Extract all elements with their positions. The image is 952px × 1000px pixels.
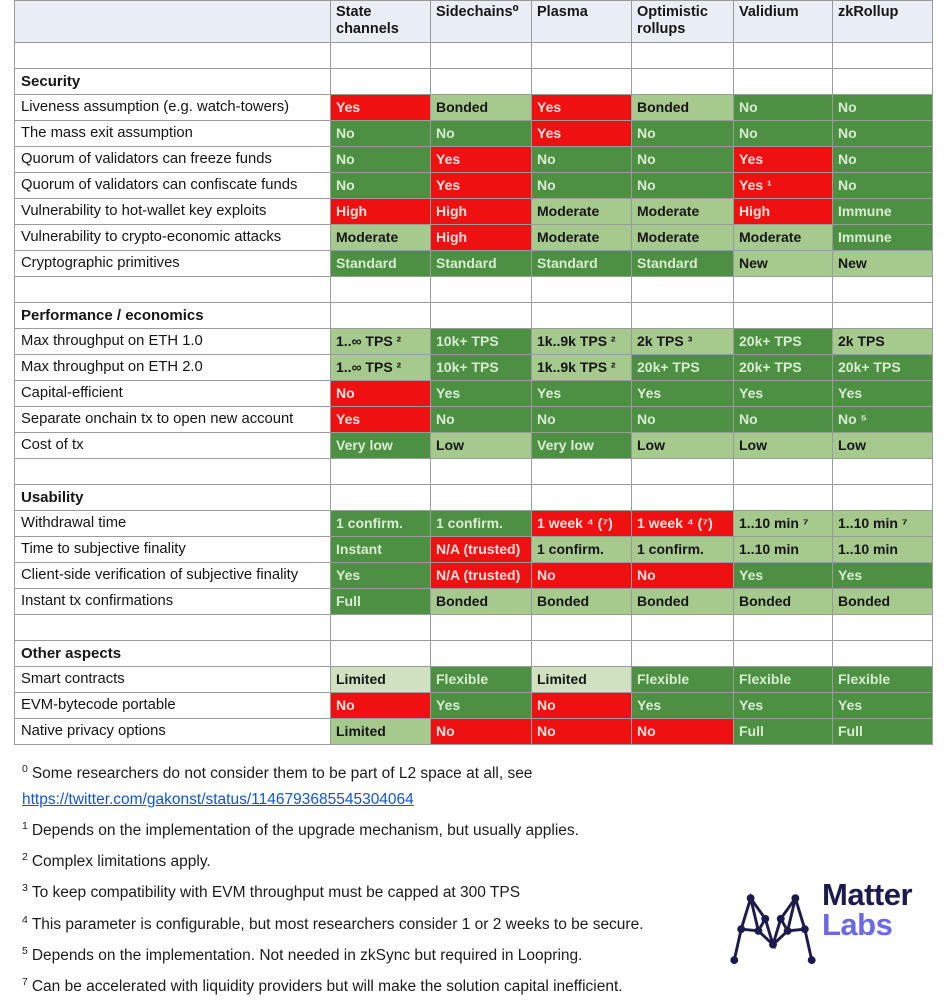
table-row	[15, 95, 933, 121]
value-cell[interactable]: Full	[833, 719, 933, 745]
value-cell[interactable]: High	[431, 225, 532, 251]
value-cell[interactable]: 20k+ TPS	[734, 355, 833, 381]
section-empty-cell[interactable]	[331, 641, 431, 667]
value-cell[interactable]: No	[532, 147, 632, 173]
footnote-item: $^7$ Can be accelerated with liquidity providers but will make the solution capital inefficient.	[22, 975, 623, 996]
value-cell[interactable]: No	[532, 173, 632, 199]
spacer-cell[interactable]	[734, 43, 833, 69]
value-cell[interactable]: Immune	[833, 225, 933, 251]
spacer-cell[interactable]	[734, 277, 833, 303]
table-row	[15, 563, 933, 589]
value-cell[interactable]: 1 confirm.	[331, 511, 431, 537]
footnote-link[interactable]: https://twitter.com/gakonst/status/1146793685545304064	[22, 791, 414, 809]
row-label[interactable]: Vulnerability to crypto-economic attacks	[15, 225, 331, 251]
row-label[interactable]: Native privacy options	[15, 719, 331, 745]
spacer-cell[interactable]	[734, 615, 833, 641]
value-cell[interactable]: 20k+ TPS	[734, 329, 833, 355]
value-cell[interactable]: Moderate	[331, 225, 431, 251]
column-header-6[interactable]: zkRollup	[833, 1, 933, 43]
value-cell[interactable]: Yes	[833, 563, 933, 589]
row-label[interactable]: EVM-bytecode portable	[15, 693, 331, 719]
value-cell[interactable]: No	[632, 719, 734, 745]
footnote-item: $^4$ This parameter is configurable, but most researchers consider 1 or 2 weeks to be secure.	[22, 913, 644, 933]
footnote-item: $^3$ To keep compatibility with EVM throughput must be capped at 300 TPS	[22, 882, 521, 902]
value-cell[interactable]: No	[532, 407, 632, 433]
value-cell[interactable]: Yes	[431, 381, 532, 407]
value-cell[interactable]: Yes	[833, 693, 933, 719]
value-cell[interactable]: Standard	[431, 251, 532, 277]
value-cell[interactable]: 2k TPS ³	[632, 329, 734, 355]
section-empty-cell[interactable]	[532, 641, 632, 667]
row-label[interactable]: Cost of tx	[15, 433, 331, 459]
value-cell[interactable]: N/A (trusted)	[431, 537, 532, 563]
value-cell[interactable]: No	[532, 693, 632, 719]
row-label[interactable]: Instant tx confirmations	[15, 589, 331, 615]
value-cell[interactable]: Yes	[734, 381, 833, 407]
table-row	[15, 511, 933, 537]
value-cell[interactable]: No	[734, 121, 833, 147]
value-cell[interactable]: Yes	[833, 381, 933, 407]
row-label[interactable]: Liveness assumption (e.g. watch-towers)	[15, 95, 331, 121]
comparison-table	[14, 0, 933, 745]
value-cell[interactable]: Moderate	[532, 199, 632, 225]
section-title[interactable]: Other aspects	[15, 641, 331, 667]
section-empty-cell[interactable]	[532, 485, 632, 511]
spacer-cell[interactable]	[532, 43, 632, 69]
spacer-cell[interactable]	[833, 277, 933, 303]
value-cell[interactable]: No ⁵	[833, 407, 933, 433]
value-cell[interactable]: 1k..9k TPS ²	[532, 329, 632, 355]
value-cell[interactable]: No	[833, 95, 933, 121]
header-row	[15, 1, 933, 43]
corner-header-cell[interactable]	[15, 1, 331, 43]
row-label[interactable]: Quorum of validators can freeze funds	[15, 147, 331, 173]
footnote-marker: 4	[22, 913, 28, 926]
value-cell[interactable]: No	[632, 563, 734, 589]
spacer-cell[interactable]	[431, 459, 532, 485]
value-cell[interactable]: New	[734, 251, 833, 277]
section-empty-cell[interactable]	[632, 69, 734, 95]
value-cell[interactable]: Flexible	[833, 667, 933, 693]
logo-wordmark-matter: Matter	[822, 877, 913, 912]
footnote-marker: 2	[22, 851, 28, 864]
value-cell[interactable]: No	[632, 407, 734, 433]
footnote-marker: 1	[22, 820, 28, 833]
spacer-cell[interactable]	[833, 43, 933, 69]
section-empty-cell[interactable]	[734, 641, 833, 667]
value-cell[interactable]: 2k TPS	[833, 329, 933, 355]
value-cell[interactable]: No	[632, 121, 734, 147]
spacer-row	[15, 277, 933, 303]
value-cell[interactable]: Moderate	[532, 225, 632, 251]
section-title-row	[15, 485, 933, 511]
spacer-row	[15, 43, 933, 69]
section-empty-cell[interactable]	[331, 303, 431, 329]
footnote-marker: 3	[22, 882, 28, 895]
value-cell[interactable]: No	[833, 147, 933, 173]
value-cell[interactable]: Yes	[734, 147, 833, 173]
value-cell[interactable]: Standard	[532, 251, 632, 277]
row-label[interactable]: Smart contracts	[15, 667, 331, 693]
value-cell[interactable]: Full	[734, 719, 833, 745]
value-cell[interactable]: Bonded	[632, 589, 734, 615]
section-empty-cell[interactable]	[431, 485, 532, 511]
spacer-cell[interactable]	[632, 277, 734, 303]
value-cell[interactable]: 1..10 min	[734, 537, 833, 563]
value-cell[interactable]: 1..10 min	[833, 537, 933, 563]
column-header-3[interactable]: Plasma	[532, 1, 632, 43]
section-empty-cell[interactable]	[431, 69, 532, 95]
value-cell[interactable]: 1 week ⁴ (⁷)	[632, 511, 734, 537]
table-row	[15, 433, 933, 459]
value-cell[interactable]: No	[833, 121, 933, 147]
value-cell[interactable]: Yes	[331, 95, 431, 121]
value-cell[interactable]: 20k+ TPS	[632, 355, 734, 381]
row-label[interactable]: Time to subjective finality	[15, 537, 331, 563]
value-cell[interactable]: Bonded	[431, 95, 532, 121]
row-label[interactable]: The mass exit assumption	[15, 121, 331, 147]
section-title[interactable]: Performance / economics	[15, 303, 331, 329]
value-cell[interactable]: No	[734, 407, 833, 433]
value-cell[interactable]: Very low	[331, 433, 431, 459]
section-empty-cell[interactable]	[331, 69, 431, 95]
spacer-cell[interactable]	[833, 459, 933, 485]
value-cell[interactable]: Bonded	[431, 589, 532, 615]
value-cell[interactable]: Yes ¹	[734, 173, 833, 199]
spacer-cell[interactable]	[15, 615, 331, 641]
table-row	[15, 121, 933, 147]
section-title-row	[15, 303, 933, 329]
spacer-cell[interactable]	[15, 277, 331, 303]
spacer-cell[interactable]	[632, 459, 734, 485]
table-row	[15, 537, 933, 563]
value-cell[interactable]: Bonded	[632, 95, 734, 121]
value-cell[interactable]: Yes	[734, 563, 833, 589]
section-empty-cell[interactable]	[833, 485, 933, 511]
table-row	[15, 199, 933, 225]
section-title-row	[15, 69, 933, 95]
value-cell[interactable]: Yes	[431, 693, 532, 719]
value-cell[interactable]: 1..∞ TPS ²	[331, 329, 431, 355]
value-cell[interactable]: Flexible	[734, 667, 833, 693]
spacer-cell[interactable]	[431, 615, 532, 641]
column-header-1[interactable]: State channels	[331, 1, 431, 43]
value-cell[interactable]: 1 confirm.	[532, 537, 632, 563]
row-label[interactable]: Client-side verification of subjective finality	[15, 563, 331, 589]
value-cell[interactable]: No	[632, 147, 734, 173]
value-cell[interactable]: High	[431, 199, 532, 225]
spacer-cell[interactable]	[532, 459, 632, 485]
footnote-marker: 7	[22, 975, 28, 988]
value-cell[interactable]: No	[532, 719, 632, 745]
column-header-4[interactable]: Optimistic rollups	[632, 1, 734, 43]
spacer-cell[interactable]	[632, 615, 734, 641]
footnote-marker: 5	[22, 944, 28, 957]
value-cell[interactable]: Immune	[833, 199, 933, 225]
row-label[interactable]: Quorum of validators can confiscate funds	[15, 173, 331, 199]
section-title-row	[15, 641, 933, 667]
spacer-cell[interactable]	[431, 277, 532, 303]
section-empty-cell[interactable]	[331, 485, 431, 511]
spacer-row	[15, 459, 933, 485]
value-cell[interactable]: Bonded	[734, 589, 833, 615]
section-empty-cell[interactable]	[632, 485, 734, 511]
spacer-cell[interactable]	[331, 277, 431, 303]
logo-wordmark-labs: Labs	[822, 907, 893, 942]
spacer-cell[interactable]	[532, 615, 632, 641]
value-cell[interactable]: Yes	[734, 693, 833, 719]
table-row	[15, 719, 933, 745]
spacer-cell[interactable]	[331, 615, 431, 641]
value-cell[interactable]: 1k..9k TPS ²	[532, 355, 632, 381]
spacer-cell[interactable]	[532, 277, 632, 303]
footnote-item: $^0$ Some researchers do not consider them to be part of L2 space at all, see https://twitter.com/gakonst/status/1146793685545304064	[22, 763, 533, 809]
value-cell[interactable]: Yes	[532, 95, 632, 121]
value-cell[interactable]: 1..10 min ⁷	[833, 511, 933, 537]
section-empty-cell[interactable]	[833, 69, 933, 95]
table-row	[15, 251, 933, 277]
value-cell[interactable]: No	[431, 407, 532, 433]
row-label[interactable]: Capital-efficient	[15, 381, 331, 407]
section-empty-cell[interactable]	[833, 641, 933, 667]
value-cell[interactable]: 1..∞ TPS ²	[331, 355, 431, 381]
value-cell[interactable]: New	[833, 251, 933, 277]
spacer-cell[interactable]	[331, 43, 431, 69]
value-cell[interactable]: High	[331, 199, 431, 225]
section-empty-cell[interactable]	[532, 69, 632, 95]
value-cell[interactable]: No	[431, 121, 532, 147]
value-cell[interactable]: Yes	[632, 381, 734, 407]
footnote-item: $^2$ Complex limitations apply.	[22, 851, 211, 871]
value-cell[interactable]: Very low	[532, 433, 632, 459]
value-cell[interactable]: Flexible	[632, 667, 734, 693]
value-cell[interactable]: Low	[734, 433, 833, 459]
value-cell[interactable]: Yes	[331, 407, 431, 433]
row-label[interactable]: Vulnerability to hot-wallet key exploits	[15, 199, 331, 225]
value-cell[interactable]: Standard	[632, 251, 734, 277]
section-empty-cell[interactable]	[833, 303, 933, 329]
section-empty-cell[interactable]	[532, 303, 632, 329]
value-cell[interactable]: 1 confirm.	[632, 537, 734, 563]
value-cell[interactable]: 10k+ TPS	[431, 329, 532, 355]
value-cell[interactable]: No	[833, 173, 933, 199]
value-cell[interactable]: Full	[331, 589, 431, 615]
section-empty-cell[interactable]	[734, 69, 833, 95]
value-cell[interactable]: Low	[833, 433, 933, 459]
value-cell[interactable]: 1..10 min ⁷	[734, 511, 833, 537]
table-row	[15, 407, 933, 433]
matter-labs-logo	[730, 877, 913, 968]
spacer-cell[interactable]	[15, 43, 331, 69]
footnote-item: $^1$ Depends on the implementation of the upgrade mechanism, but usually applies.	[22, 820, 579, 840]
value-cell[interactable]: No	[431, 719, 532, 745]
value-cell[interactable]: Yes	[331, 563, 431, 589]
value-cell[interactable]: 10k+ TPS	[431, 355, 532, 381]
section-title[interactable]: Security	[15, 69, 331, 95]
value-cell[interactable]: N/A (trusted)	[431, 563, 532, 589]
value-cell[interactable]: 1 confirm.	[431, 511, 532, 537]
value-cell[interactable]: High	[734, 199, 833, 225]
value-cell[interactable]: Moderate	[734, 225, 833, 251]
value-cell[interactable]: Yes	[431, 147, 532, 173]
spacer-cell[interactable]	[431, 43, 532, 69]
value-cell[interactable]: 20k+ TPS	[833, 355, 933, 381]
table-row	[15, 147, 933, 173]
value-cell[interactable]: Moderate	[632, 199, 734, 225]
table-row	[15, 381, 933, 407]
row-label[interactable]: Max throughput on ETH 2.0	[15, 355, 331, 381]
value-cell[interactable]: Low	[431, 433, 532, 459]
value-cell[interactable]: No	[331, 693, 431, 719]
section-empty-cell[interactable]	[431, 303, 532, 329]
value-cell[interactable]: Limited	[331, 667, 431, 693]
spacer-cell[interactable]	[632, 43, 734, 69]
value-cell[interactable]: Yes	[532, 121, 632, 147]
value-cell[interactable]: No	[734, 95, 833, 121]
section-empty-cell[interactable]	[734, 303, 833, 329]
table-row	[15, 225, 933, 251]
value-cell[interactable]: Instant	[331, 537, 431, 563]
value-cell[interactable]: Moderate	[632, 225, 734, 251]
spacer-cell[interactable]	[833, 615, 933, 641]
spacer-cell[interactable]	[734, 459, 833, 485]
value-cell[interactable]: Limited	[331, 719, 431, 745]
spacer-row	[15, 615, 933, 641]
row-label[interactable]: Cryptographic primitives	[15, 251, 331, 277]
value-cell[interactable]: Yes	[431, 173, 532, 199]
section-empty-cell[interactable]	[431, 641, 532, 667]
section-empty-cell[interactable]	[734, 485, 833, 511]
spacer-cell[interactable]	[15, 459, 331, 485]
section-empty-cell[interactable]	[632, 641, 734, 667]
row-label[interactable]: Separate onchain tx to open new account	[15, 407, 331, 433]
column-header-5[interactable]: Validium	[734, 1, 833, 43]
row-label[interactable]: Withdrawal time	[15, 511, 331, 537]
value-cell[interactable]: No	[331, 381, 431, 407]
value-cell[interactable]: Yes	[632, 693, 734, 719]
comparison-table-body	[15, 1, 933, 745]
value-cell[interactable]: No	[331, 173, 431, 199]
table-row	[15, 355, 933, 381]
table-row	[15, 667, 933, 693]
value-cell[interactable]: Bonded	[532, 589, 632, 615]
value-cell[interactable]: Standard	[331, 251, 431, 277]
value-cell[interactable]: Bonded	[833, 589, 933, 615]
value-cell[interactable]: Yes	[532, 381, 632, 407]
table-row	[15, 693, 933, 719]
footnote-item: $^5$ Depends on the implementation. Not needed in zkSync but required in Loopring.	[22, 944, 583, 964]
section-title[interactable]: Usability	[15, 485, 331, 511]
column-header-2[interactable]: Sidechains⁰	[431, 1, 532, 43]
value-cell[interactable]: No	[632, 173, 734, 199]
footnote-marker: 0	[22, 763, 28, 775]
value-cell[interactable]: No	[331, 147, 431, 173]
value-cell[interactable]: No	[331, 121, 431, 147]
section-empty-cell[interactable]	[632, 303, 734, 329]
matter-labs-logo-icon	[730, 886, 816, 968]
value-cell[interactable]: Flexible	[431, 667, 532, 693]
value-cell[interactable]: Low	[632, 433, 734, 459]
spacer-cell[interactable]	[331, 459, 431, 485]
footnotes	[22, 756, 732, 1000]
value-cell[interactable]: 1 week ⁴ (⁷)	[532, 511, 632, 537]
table-row	[15, 329, 933, 355]
row-label[interactable]: Max throughput on ETH 1.0	[15, 329, 331, 355]
value-cell[interactable]: Limited	[532, 667, 632, 693]
table-row	[15, 173, 933, 199]
table-row	[15, 589, 933, 615]
value-cell[interactable]: No	[532, 563, 632, 589]
